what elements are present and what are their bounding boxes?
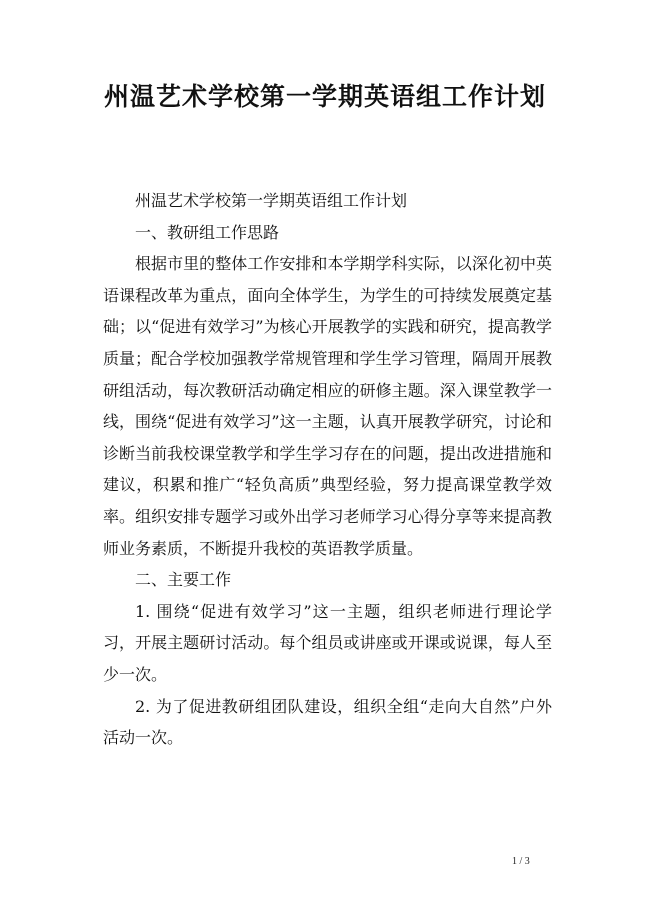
paragraph-item-1: 1. 围绕“促进有效学习”这一主题，组织老师进行理论学习，开展主题研讨活动。每个组员或讲座或开课或说课，每人至少一次。 bbox=[103, 601, 552, 684]
document-body bbox=[103, 185, 552, 754]
section-heading-2: 二、主要工作 bbox=[135, 570, 232, 590]
section-heading-1: 一、教研组工作思路 bbox=[135, 222, 280, 242]
paragraph-work-approach: 根据市里的整体工作安排和本学期学科实际，以深化初中英语课程改革为重点，面向全体学生，为学生的可持续发展奠定基础；以“促进有效学习”为核心开展教学的实践和研究，提高教学质量；配合学校加强教学常规管理和学生学习管理，隔周开展教研组活动，每次教研活动确定相应的研修主题。深入课堂教学一线，围绕“促进有效学习”这一主题，认真开展教学研究，讨论和诊断当前我校课堂教学和学生学习存在的问题，提出改进措施和建议，积累和推广“轻负高质”典型经验，努力提高课堂教学效率。组织安排专题学习或外出学习老师学习心得分享等来提高教师业务素质，不断提升我校的英语教学质量。 bbox=[103, 254, 552, 558]
paragraph-item-2: 2. 为了促进教研组团队建设，组织全组“走向大自然”户外活动一次。 bbox=[103, 696, 552, 748]
paragraph-subtitle: 州温艺术学校第一学期英语组工作计划 bbox=[135, 191, 408, 210]
page-number: 1 / 3 bbox=[512, 856, 530, 867]
document-title: 州温艺术学校第一学期英语组工作计划 bbox=[103, 82, 546, 111]
